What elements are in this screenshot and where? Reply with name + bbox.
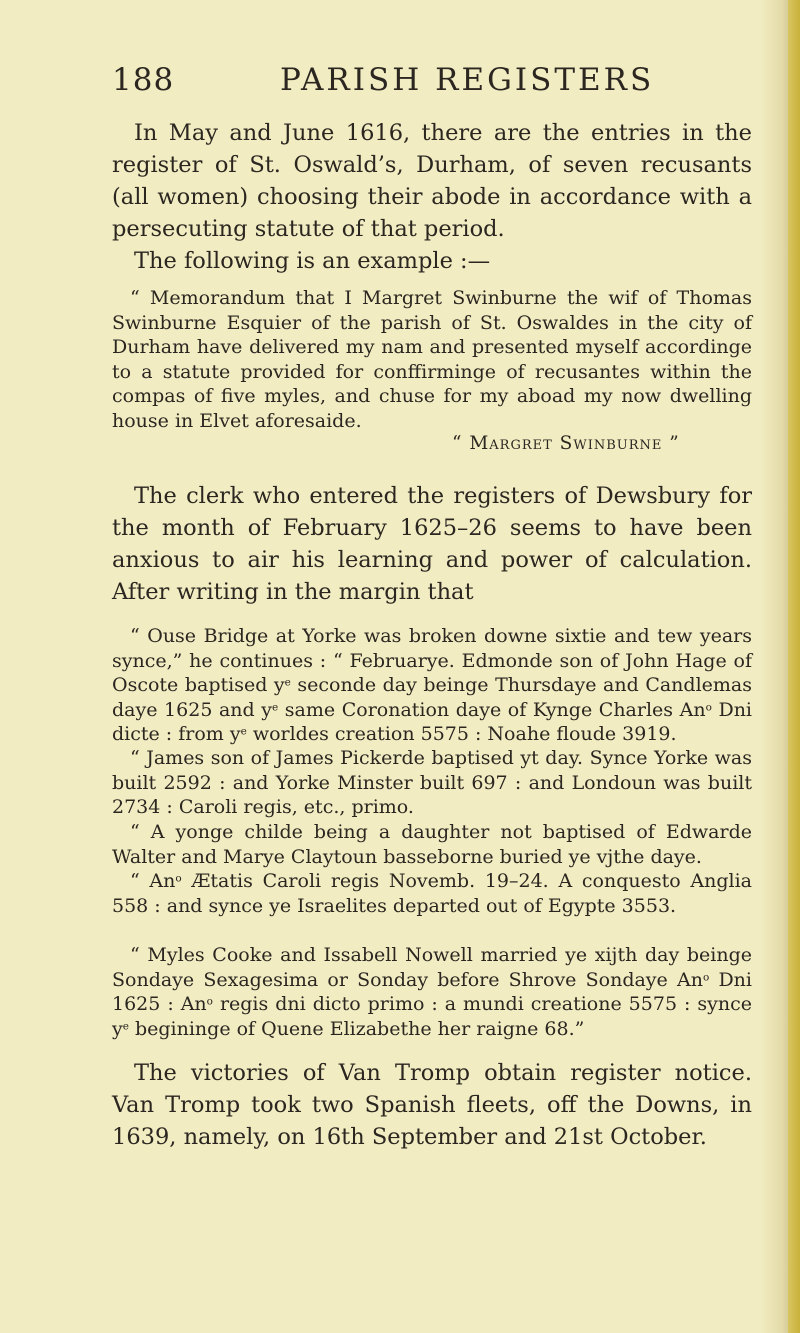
quote-myles-cooke: “ Myles Cooke and Issabell Nowell married ye xijth day beinge Sondaye Sexagesima or Sonday before Shrove Sondaye An$^o$ Dni 1625 : An$^o$ regis dni dicto primo : a mundi creatione 5575 : synce $y^e$ begininge of Quene Elizabethe her raigne 68.” xyxy=(112,944,752,1040)
signature-margret-swinburne: “ Margret Swinburne ” xyxy=(452,433,680,454)
paragraph-van-tromp: The victories of Van Tromp obtain register notice. Van Tromp took two Spanish fleets, off the Downs, in 1639, namely, on 16th September and 21st October. xyxy=(112,1060,752,1150)
paragraph-example-intro: The following is an example :— xyxy=(134,248,491,274)
paragraph-dewsbury-clerk: The clerk who entered the registers of Dewsbury for the month of February 1625–26 seems to have been anxious to air his learning and power of calculation. After writing in the margin that xyxy=(112,483,752,605)
superscript-o: o xyxy=(705,700,712,713)
superscript-o: o xyxy=(702,970,710,983)
quote-james-pickerde: “ James son of James Pickerde baptised yt day. Synce Yorke was built 2592 : and Yorke Minster built 697 : and Londoun was built 2734 : Caroli regis, etc., primo. xyxy=(112,747,752,818)
page-number: 188 xyxy=(112,62,175,98)
quote-memorandum: “ Memorandum that I Margret Swinburne the wif of Thomas Swinburne Esquier of the parish of St. Oswaldes in the city of Durham have delivered my nam and presented myself accordinge to a statute provided for conffirminge of recusantes within the compas of five myles, and chuse for my aboad my now dwelling house in Elvet aforesaide. xyxy=(112,287,752,432)
superscript-e: e xyxy=(272,700,279,713)
superscript-e: e xyxy=(122,1019,129,1032)
superscript-o: o xyxy=(206,995,213,1008)
quote-ouse-bridge: “ Ouse Bridge at Yorke was broken downe sixtie and tew years synce,” he continues : “ Februarye. Edmonde son of John Hage of Oscote baptised $y^e$ seconde day beinge Thursdaye and Candlemas daye 1625 and $y^e$ same Coronation daye of Kynge Charles An$^o$ Dni dicte : from $y^e$ worldes creation 5575 : Noahe floude 3919. xyxy=(112,625,753,745)
page-edge xyxy=(788,0,800,1333)
page-header xyxy=(112,62,752,112)
running-title: PARISH REGISTERS xyxy=(280,62,655,98)
superscript-e: e xyxy=(240,725,247,738)
paragraph-recusants: In May and June 1616, there are the entries in the register of St. Oswald’s, Durham, of seven recusants (all women) choosing their abode in accordance with a persecuting statute of that period. xyxy=(112,120,752,242)
quote-aetatis: “ An$^o$ Ætatis Caroli regis Novemb. 19–24. A conquesto Anglia 558 : and synce ye Israelites departed out of Egypte 3553. xyxy=(112,870,752,917)
superscript-o: o xyxy=(175,872,182,885)
quote-yonge-childe: “ A yonge childe being a daughter not baptised of Edwarde Walter and Marye Claytoun basseborne buried ye vjthe daye. xyxy=(112,821,752,868)
superscript-e: e xyxy=(284,676,291,689)
